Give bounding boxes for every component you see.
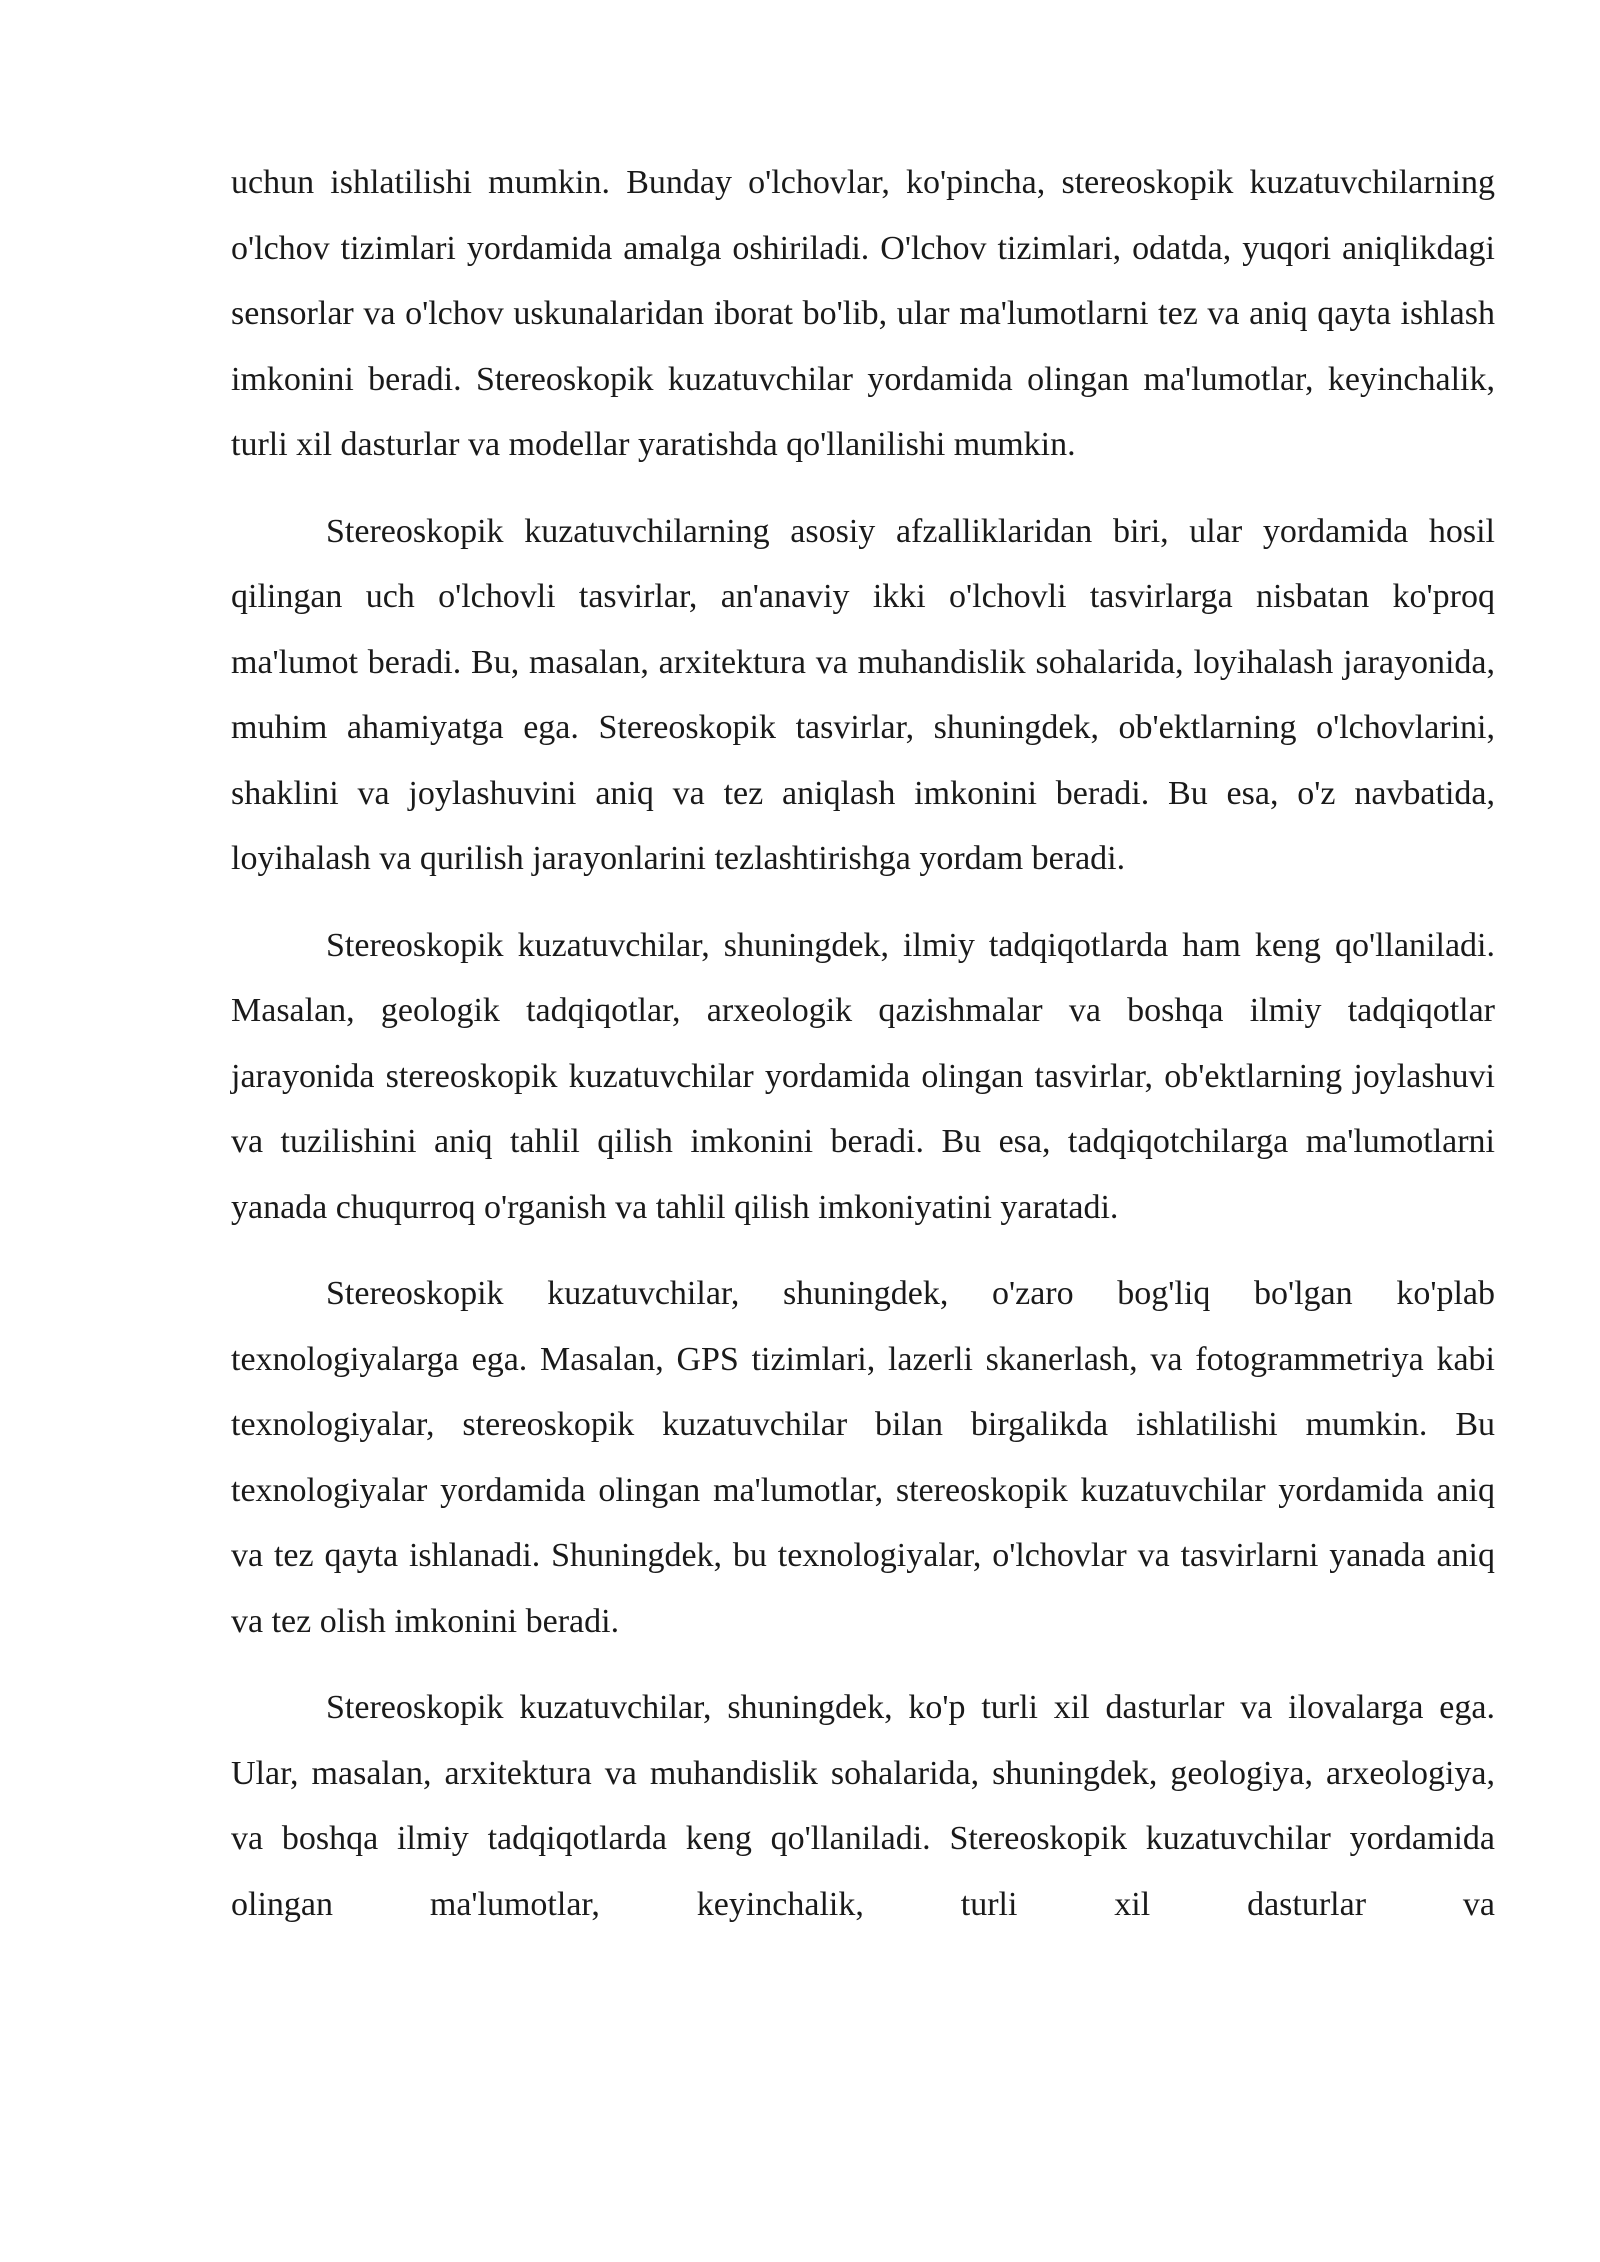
- document-body: [231, 150, 1495, 1958]
- paragraph-continued: uchun ishlatilishi mumkin. Bunday o'lchovlar, ko'pincha, stereoskopik kuzatuvchilarning o'lchov tizimlari yordamida amalga oshiriladi. O'lchov tizimlari, odatda, yuqori aniqlikdagi sensorlar va o'lchov uskunalaridan iborat bo'lib, ular ma'lumotlarni tez va aniq qayta ishlash imkonini beradi. Stereoskopik kuzatuvchilar yordamida olingan ma'lumotlar, keyinchalik, turli xil dasturlar va modellar yaratishda qo'llanilishi mumkin.: [231, 164, 1495, 463]
- paragraph: Stereoskopik kuzatuvchilar, shuningdek, ilmiy tadqiqotlarda ham keng qo'llaniladi. Masalan, geologik tadqiqotlar, arxeologik qazishmalar va boshqa ilmiy tadqiqotlar jarayonida stereoskopik kuzatuvchilar yordamida olingan tasvirlar, ob'ektlarning joylashuvi va tuzilishini aniq tahlil qilish imkonini beradi. Bu esa, tadqiqotchilarga ma'lumotlarni yanada chuqurroq o'rganish va tahlil qilish imkoniyatini yaratadi.: [231, 926, 1495, 1226]
- paragraph: Stereoskopik kuzatuvchilarning asosiy afzalliklaridan biri, ular yordamida hosil qilingan uch o'lchovli tasvirlar, an'anaviy ikki o'lchovli tasvirlarga nisbatan ko'proq ma'lumot beradi. Bu, masalan, arxitektura va muhandislik sohalarida, loyihalash jarayonida, muhim ahamiyatga ega. Stereoskopik tasvirlar, shuningdek, ob'ektlarning o'lchovlarini, shaklini va joylashuvini aniq va tez aniqlash imkonini beradi. Bu esa, o'z navbatida, loyihalash va qurilish jarayonlarini tezlashtirishga yordam beradi.: [231, 512, 1495, 877]
- paragraph-continues: Stereoskopik kuzatuvchilar, shuningdek, ko'p turli xil dasturlar va ilovalarga ega. Ular, masalan, arxitektura va muhandislik sohalarida, shuningdek, geologiya, arxeologiya, va boshqa ilmiy tadqiqotlarda keng qo'llaniladi. Stereoskopik kuzatuvchilar yordamida olingan ma'lumotlar, keyinchalik, turli xil dasturlar va: [231, 1689, 1495, 1923]
- paragraph: Stereoskopik kuzatuvchilar, shuningdek, o'zaro bog'liq bo'lgan ko'plab texnologiyalarga ega. Masalan, GPS tizimlari, lazerli skanerlash, va fotogrammetriya kabi texnologiyalar, stereoskopik kuzatuvchilar bilan birgalikda ishlatilishi mumkin. Bu texnologiyalar yordamida olingan ma'lumotlar, stereoskopik kuzatuvchilar yordamida aniq va tez qayta ishlanadi. Shuningdek, bu texnologiyalar, o'lchovlar va tasvirlarni yanada aniq va tez olish imkonini beradi.: [231, 1275, 1495, 1640]
